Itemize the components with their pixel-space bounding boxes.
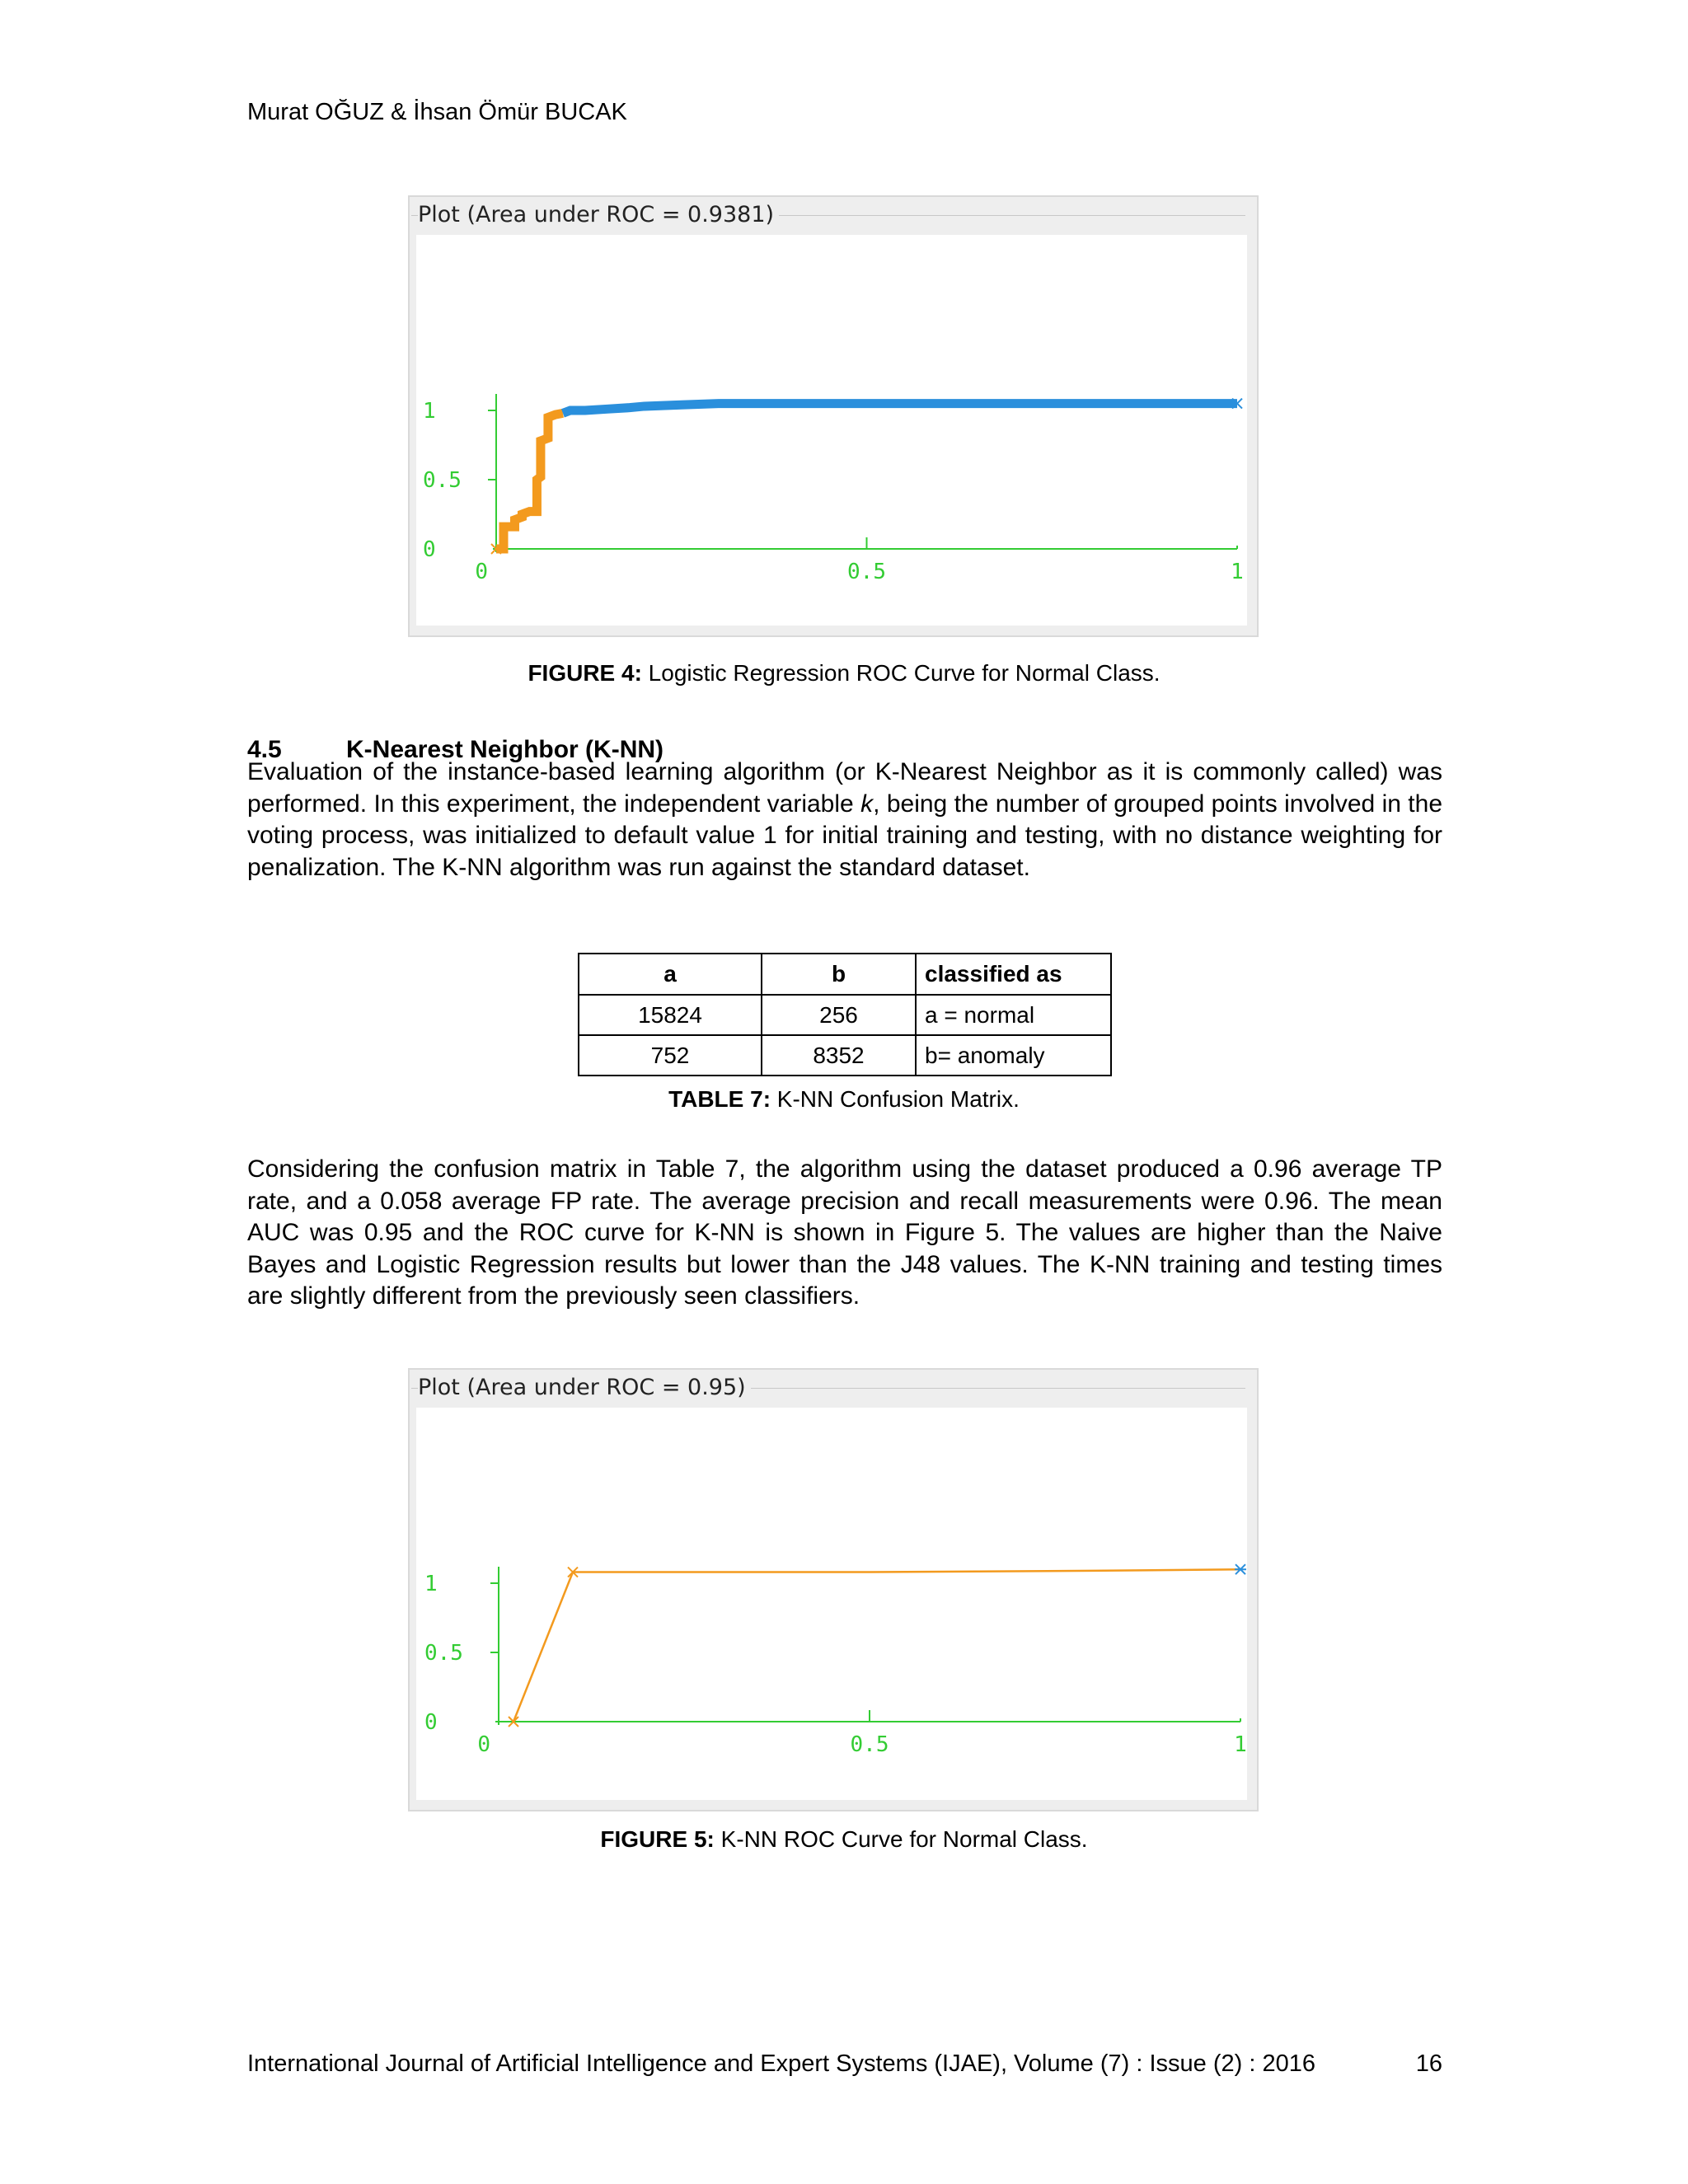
section-title: K-Nearest Neighbor (K-NN) (346, 736, 664, 763)
x-tick-label: 0 (475, 560, 488, 584)
table-row (579, 1035, 1111, 1076)
figure-5-plot-area (416, 1408, 1247, 1800)
caption-label: TABLE 7: (668, 1086, 771, 1112)
footer-journal: International Journal of Artificial Intelligence and Expert Systems (IJAE), Volume (7) : Issue (2) : 2016 (247, 2050, 1315, 2077)
table-header-cell: a (579, 954, 762, 995)
variable-k: k (860, 790, 874, 818)
confusion-matrix-table (578, 953, 1112, 1076)
paragraph-knn-intro (247, 757, 1442, 883)
table-cell: a = normal (916, 995, 1111, 1035)
paragraph-knn-results: Considering the confusion matrix in Table 7, the algorithm using the dataset produced a 0.96 average TP rate, and a 0.058 average FP rate. The average precision and recall measurements were 0.96. The mean AUC was 0.95 and the ROC curve for K-NN is shown in Figure 5. The values are higher than the Naive Bayes and Logistic Regression results but lower than the J48 values. The K-NN training and testing times are slightly different from the previously seen classifiers. (247, 1155, 1442, 1310)
paragraph-text: Evaluation of the instance-based learning algorithm (or K-Nearest Neighbor as it is commonly called) was performed. In this experiment, the independent variable (247, 758, 1442, 818)
figure-5-roc-chart (416, 1408, 1247, 1800)
y-tick-label: 0.5 (423, 468, 462, 493)
y-tick-label: 0 (423, 537, 436, 562)
paragraph-text: , being the number of grouped points involved in the voting process, was initialized to default value 1 for initial training and testing, with no distance weighting for penalization. The K-NN algorithm was run against the standard dataset. (247, 790, 1442, 881)
y-tick-label: 0.5 (424, 1641, 463, 1666)
roc-curve (513, 1569, 1240, 1722)
page-number: 16 (1415, 2050, 1442, 2077)
x-tick-label: 0 (477, 1732, 490, 1757)
table-row (579, 995, 1111, 1035)
x-tick-label: 0.5 (847, 560, 886, 584)
figure-5-plot-title: Plot (Area under ROC = 0.95) (418, 1375, 751, 1400)
table-cell: b= anomaly (916, 1035, 1111, 1076)
table-header-cell: b (762, 954, 916, 995)
figure-5-plot-window (408, 1368, 1259, 1811)
roc-curve-blue (563, 404, 1237, 414)
roc-curve-orange (496, 413, 563, 549)
table-cell: 752 (579, 1035, 762, 1076)
table-cell: 15824 (579, 995, 762, 1035)
figure-4-plot-title: Plot (Area under ROC = 0.9381) (418, 202, 779, 227)
figure-4-plot-area (416, 235, 1247, 626)
table-header-cell: classified as (916, 954, 1111, 995)
figure-4-caption (0, 660, 1688, 687)
caption-label: FIGURE 4: (528, 660, 642, 686)
page-footer (247, 2050, 1442, 2078)
caption-text: Logistic Regression ROC Curve for Normal Class. (641, 660, 1160, 686)
x-tick-label: 0.5 (850, 1732, 889, 1757)
caption-label: FIGURE 5: (600, 1826, 715, 1852)
table-7-caption (0, 1086, 1688, 1113)
caption-text: K-NN ROC Curve for Normal Class. (714, 1826, 1088, 1852)
point-marker (1235, 1564, 1246, 1574)
y-tick-label: 0 (424, 1710, 438, 1735)
x-tick-label: 1 (1231, 560, 1244, 584)
table-header-row (579, 954, 1111, 995)
table-cell: 8352 (762, 1035, 916, 1076)
running-header: Murat OĞUZ & İhsan Ömür BUCAK (247, 99, 627, 125)
y-tick-label: 1 (424, 1572, 438, 1596)
y-tick-label: 1 (423, 399, 436, 424)
section-number: 4.5 (247, 736, 282, 763)
figure-5-caption (0, 1826, 1688, 1853)
x-tick-label: 1 (1234, 1732, 1247, 1757)
caption-text: K-NN Confusion Matrix. (771, 1086, 1020, 1112)
table-cell: 256 (762, 995, 916, 1035)
figure-4-roc-chart (416, 235, 1247, 626)
figure-4-plot-window (408, 195, 1259, 637)
